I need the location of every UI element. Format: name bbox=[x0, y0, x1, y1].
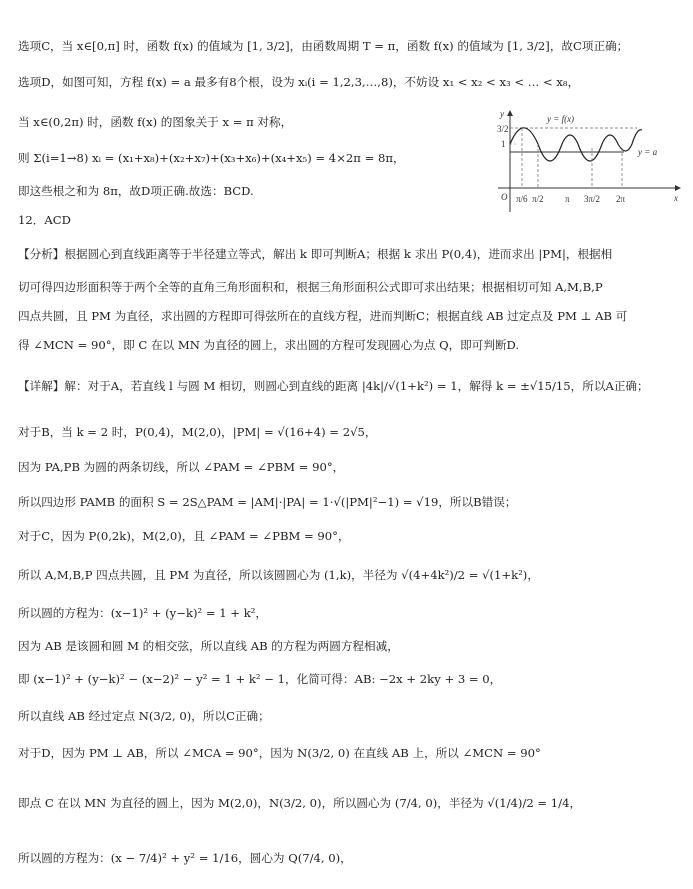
text-line-sum: 则 Σ(i=1→8) xᵢ = (x₁+x₈)+(x₂+x₇)+(x₃+x₆)+(x₄+x₅) = 4×2π = 8π， bbox=[18, 151, 405, 165]
origin-label: O bbox=[501, 192, 508, 202]
text-line-option-d: 选项D，如图可知，方程 f(x) = a 最多有8个根，设为 xᵢ(i = 1,2,3,…,8)，不妨设 x₁ < x₂ < x₃ < … < x₈， bbox=[18, 75, 580, 89]
detail-line-c: 对于C，因为 P(0,2k)，M(2,0)，且 ∠PAM = ∠PBM = 90°， bbox=[18, 529, 350, 543]
analysis-line-4: 得 ∠MCN = 90°，即 C 在以 MN 为直径的圆上，求出圆的方程可发现圆心为点 Q，即可判断D. bbox=[18, 338, 520, 352]
curve-label: y = f(x) bbox=[547, 114, 575, 124]
detail-line-concyclic: 所以 A,M,B,P 四点共圆，且 PM 为直径，所以该圆圆心为 (1,k)，半径为 √(4+4k²)/2 = √(1+k²)， bbox=[18, 568, 539, 582]
detail-line-circle-eq: 所以圆的方程为：(x−1)² + (y−k)² = 1 + k²， bbox=[18, 606, 267, 620]
text-line-option-c: 选项C，当 x∈[0,π] 时，函数 f(x) 的值域为 [1, 3/2]，由函数周期 T = π，函数 f(x) 的值域为 [1, 3/2]，故C项正确； bbox=[18, 39, 629, 53]
analysis-line-2: 切可得四边形面积等于两个全等的直角三角形面积和，根据三角形面积公式即可求出结果；根据相切可知 A,M,B,P bbox=[18, 280, 603, 294]
detail-line-chord: 因为 AB 是该圆和圆 M 的相交弦，所以直线 AB 的方程为两圆方程相减， bbox=[18, 639, 399, 653]
question-12-answer: 12．ACD bbox=[18, 213, 71, 227]
x-tick-3pi-2: 3π/2 bbox=[584, 194, 601, 204]
y-tick-one: 1 bbox=[501, 139, 506, 149]
detail-line-final-circle: 所以圆的方程为：(x − 7/4)² + y² = 1/16，圆心为 Q(7/4, 0)， bbox=[18, 851, 352, 865]
x-axis-arrow-icon bbox=[675, 185, 681, 191]
analysis-line-1: 【分析】根据圆心到直线距离等于半径建立等式，解出 k 即可判断A；根据 k 求出 P(0,4)，进而求出 |PM|，根据相 bbox=[18, 247, 613, 261]
function-curve bbox=[510, 128, 642, 161]
text-line-symmetry: 当 x∈(0,2π) 时，函数 f(x) 的图象关于 x = π 对称， bbox=[18, 115, 293, 129]
x-tick-pi: π bbox=[565, 194, 570, 204]
detail-line-area: 所以四边形 PAMB 的面积 S = 2S△PAM = |AM|·|PA| = 1·√(|PM|²−1) = √19，所以B错误； bbox=[18, 495, 517, 509]
detail-line-subtract: 即 (x−1)² + (y−k)² − (x−2)² − y² = 1 + k² − 1，化简可得：AB: −2x + 2ky + 3 = 0， bbox=[18, 672, 502, 686]
y-equals-a-label: y = a bbox=[638, 147, 658, 157]
y-axis-label: y bbox=[500, 109, 504, 119]
detail-line-d: 对于D，因为 PM ⊥ AB，所以 ∠MCA = 90°，因为 N(3/2, 0) 在直线 AB 上，所以 ∠MCN = 90° bbox=[18, 746, 541, 760]
text-line-conclusion: 即这些根之和为 8π，故D项正确.故选：BCD. bbox=[18, 184, 254, 198]
x-tick-2pi: 2π bbox=[616, 194, 626, 204]
x-tick-pi-6: π/6 bbox=[516, 194, 528, 204]
detail-line-tangent: 因为 PA,PB 为圆的两条切线，所以 ∠PAM = ∠PBM = 90°， bbox=[18, 460, 345, 474]
analysis-line-3: 四点共圆，且 PM 为直径，求出圆的方程即可得弦所在的直线方程，进而判断C；根据直线 AB 过定点及 PM ⊥ AB 可 bbox=[18, 309, 628, 323]
function-graph-svg bbox=[492, 108, 682, 218]
y-axis-arrow-icon bbox=[507, 110, 513, 116]
detail-line-fixed-point: 所以直线 AB 经过定点 N(3/2, 0)，所以C正确； bbox=[18, 709, 270, 723]
x-tick-pi-2: π/2 bbox=[532, 194, 544, 204]
y-tick-three-halves: 3/2 bbox=[497, 124, 509, 134]
detail-line-b: 对于B，当 k = 2 时，P(0,4)，M(2,0)，|PM| = √(16+4) = 2√5， bbox=[18, 425, 377, 439]
x-axis-label: x bbox=[674, 193, 678, 203]
detail-line-a: 【详解】解：对于A，若直线 l 与圆 M 相切，则圆心到直线的距离 |4k|/√(1+k²) = 1，解得 k = ±√15/15，所以A正确； bbox=[18, 379, 649, 393]
function-graph bbox=[492, 108, 682, 218]
detail-line-center: 即点 C 在以 MN 为直径的圆上，因为 M(2,0)，N(3/2, 0)，所以圆心为 (7/4, 0)，半径为 √(1/4)/2 = 1/4， bbox=[18, 796, 582, 810]
